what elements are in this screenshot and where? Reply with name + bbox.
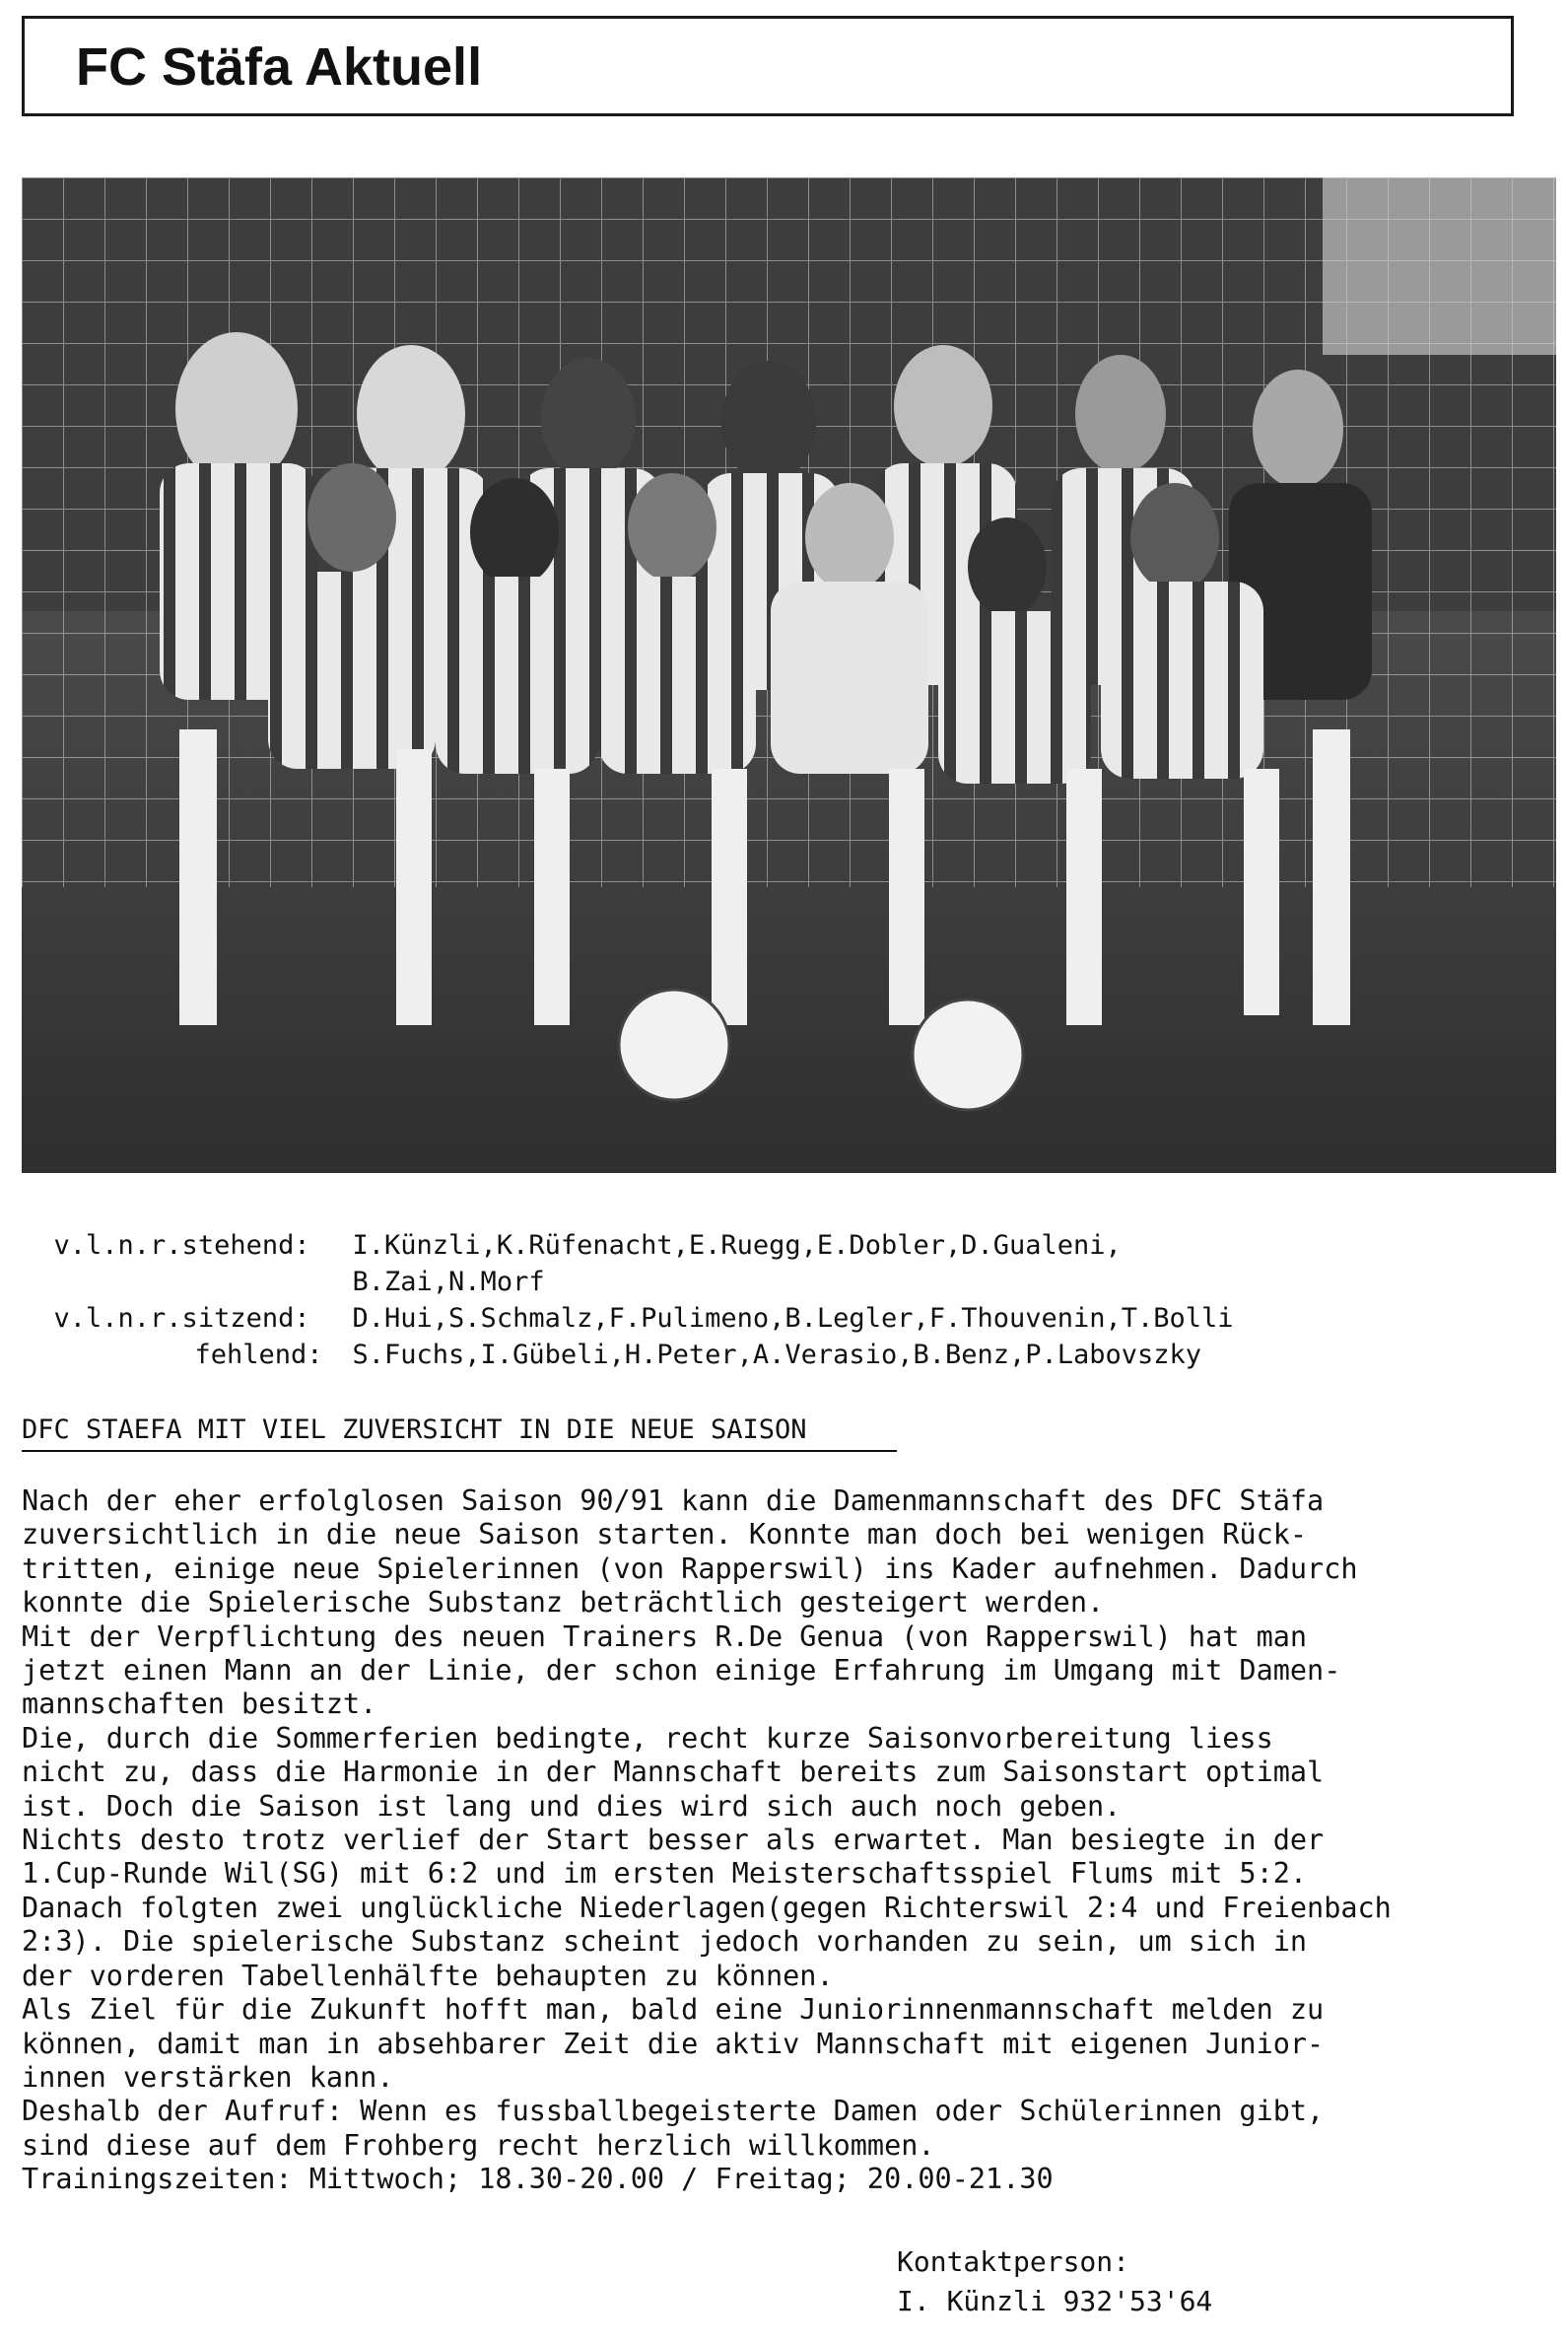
- article-line: konnte die Spielerische Substanz beträchtlich gesteigert werden.: [22, 1586, 1105, 1619]
- caption-names-standing-cont: B.Zai,N.Morf: [352, 1267, 545, 1297]
- article-line: innen verstärken kann.: [22, 2060, 394, 2094]
- article-line: Danach folgten zwei unglückliche Niederlagen(gegen Richterswil 2:4 und Freienbach: [22, 1891, 1392, 1924]
- contact-block: [897, 2242, 1212, 2321]
- contact-person: I. Künzli 932'53'64: [897, 2285, 1213, 2317]
- caption-names-standing: I.Künzli,K.Rüfenacht,E.Ruegg,E.Dobler,D.Gualeni,: [352, 1230, 1122, 1261]
- contact-label: Kontaktperson:: [897, 2245, 1130, 2278]
- article-line: Deshalb der Aufruf: Wenn es fussballbegeisterte Damen oder Schülerinnen gibt,: [22, 2095, 1325, 2128]
- caption-label-seated: v.l.n.r.sitzend:: [53, 1303, 310, 1334]
- article-line: Nichts desto trotz verlief der Start besser als erwartet. Man besiegte in der: [22, 1824, 1325, 1857]
- article-line: jetzt einen Mann an der Linie, der schon einige Erfahrung im Umgang mit Damen-: [22, 1654, 1341, 1688]
- article-line: tritten, einige neue Spielerinnen (von Rapperswil) ins Kader aufnehmen. Dadurch: [22, 1551, 1358, 1585]
- article-line: können, damit man in absehbarer Zeit die aktiv Mannschaft mit eigenen Junior-: [22, 2027, 1325, 2060]
- article-body: [22, 1484, 1539, 2197]
- article-line: Als Ziel für die Zukunft hofft man, bald eine Juniorinnenmannschaft melden zu: [22, 1993, 1325, 2027]
- article-line: Die, durch die Sommerferien bedingte, recht kurze Saisonvorbereitung liess: [22, 1721, 1273, 1755]
- article-line: 2:3). Die spielerische Substanz scheint jedoch vorhanden zu sein, um sich in: [22, 1925, 1308, 1959]
- article-line: 1.Cup-Runde Wil(SG) mit 6:2 und im ersten Meisterschaftsspiel Flums mit 5:2.: [22, 1857, 1308, 1891]
- article-line: der vorderen Tabellenhälfte behaupten zu können.: [22, 1959, 834, 1992]
- article-line: zuversichtlich in die neue Saison starten. Konnte man doch bei wenigen Rück-: [22, 1518, 1308, 1551]
- article-line: nicht zu, dass die Harmonie in der Mannschaft bereits zum Saisonstart optimal: [22, 1756, 1325, 1789]
- article-headline: DFC STAEFA MIT VIEL ZUVERSICHT IN DIE NEUE SAISON: [22, 1414, 807, 1445]
- caption-names-missing: S.Fuchs,I.Gübeli,H.Peter,A.Verasio,B.Benz,P.Labovszky: [352, 1340, 1202, 1370]
- headline-underline: [22, 1450, 897, 1452]
- header-box: [22, 16, 1514, 116]
- caption-label-missing: fehlend:: [194, 1340, 323, 1370]
- article-line: mannschaften besitzt.: [22, 1688, 377, 1721]
- article-line: Trainingszeiten: Mittwoch; 18.30-20.00 / Freitag; 20.00-21.30: [22, 2163, 1054, 2196]
- team-photo: [22, 177, 1556, 1173]
- article-line: Nach der eher erfolglosen Saison 90/91 kann die Damenmannschaft des DFC Stäfa: [22, 1484, 1325, 1517]
- page-title: FC Stäfa Aktuell: [76, 37, 483, 97]
- article-line: Mit der Verpflichtung des neuen Trainers R.De Genua (von Rapperswil) hat man: [22, 1619, 1308, 1653]
- caption-names-seated: D.Hui,S.Schmalz,F.Pulimeno,B.Legler,F.Thouvenin,T.Bolli: [352, 1303, 1234, 1334]
- article-line: ist. Doch die Saison ist lang und dies wird sich auch noch geben.: [22, 1789, 1122, 1823]
- article-line: sind diese auf dem Frohberg recht herzlich willkommen.: [22, 2128, 935, 2162]
- caption-label-standing: v.l.n.r.stehend:: [53, 1230, 310, 1261]
